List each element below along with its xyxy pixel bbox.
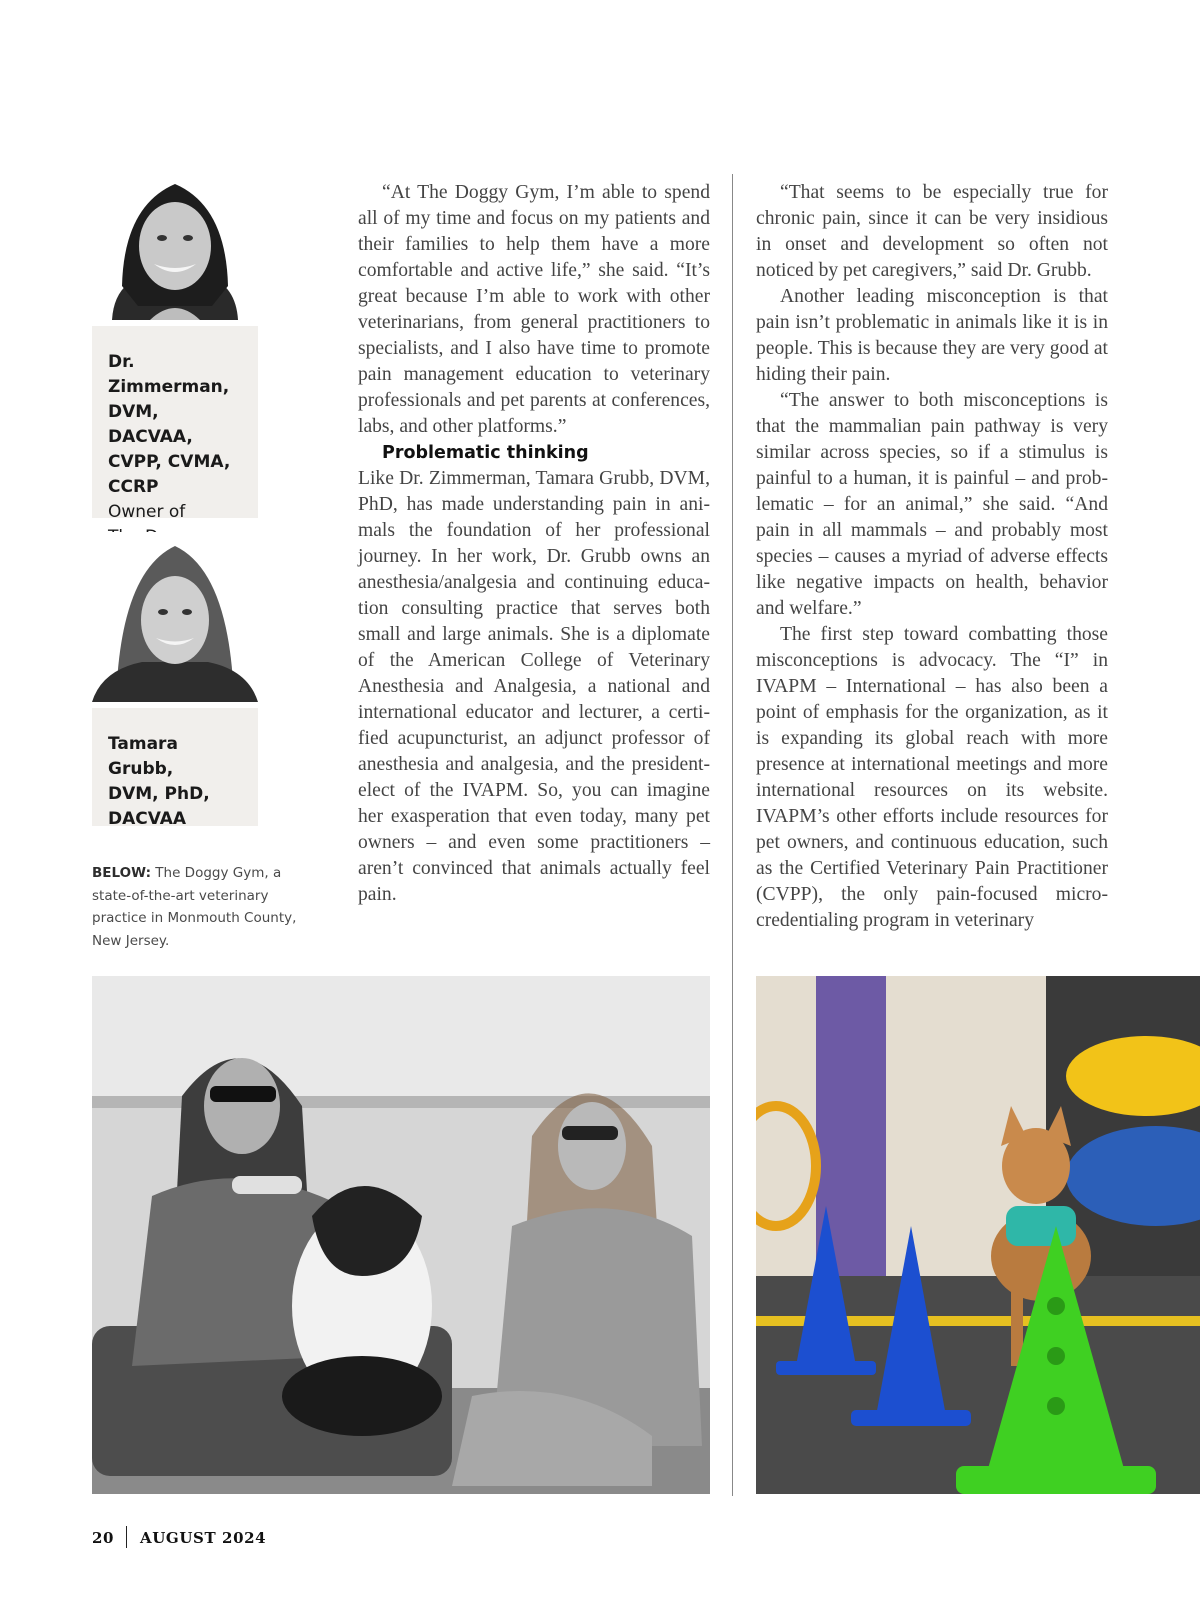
portrait-photo [92,532,258,702]
person2-creds-line1: DVM, PhD, [108,784,210,804]
paragraph: Like Dr. Zimmerman, Tamara Grubb, DVM, PhD, has made understanding pain in animals the foundation of her professional journey. In her work, Dr. Grubb owns an anesthesia/analgesia and continuing education consulting practice that serves both small and large animals. She is a diplomate of the American College of Veterinary Anesthesia and Analgesia, a national and international educator and lecturer, a certified acupuncturist, an adjunct professor of anesthesia and analgesia, and the president-elect of the IVAPM. So, you can imagine her exasperation that even today, many pet owners – and even some practitioners – aren’t convinced that animals actually feel pain. [358,468,710,905]
article-column-1 [358,180,710,908]
photo-agility-dog [756,976,1200,1494]
person2-name: Tamara Grubb, [108,734,178,779]
person1-creds-line2: CVPP, CVMA, [108,452,231,472]
page-number: 20 [92,1529,115,1547]
portrait-photo [92,176,258,320]
paragraph: “At The Doggy Gym, I’m able to spend all of my time and focus on my patients and their families to help them have a more comfortable and active life,” she said. “It’s great because I’m able to work with other veterinarians, from general practitioners to specialists, and I also have time to promote pain management education to veterinary professionals and pet parents at conferences, labs, and other platforms.” [358,182,710,437]
portrait-tamara-grubb [92,532,258,702]
person1-role-line1: Owner of [108,502,186,522]
photo-laser-therapy [92,976,710,1494]
caption-text: The Doggy Gym, a state-of-the-art veterinary practice in Monmouth County, New Jersey. [92,865,297,949]
person1-name: Dr. Zimmerman, [108,352,230,397]
person1-creds-line1: DVM, DACVAA, [108,402,193,447]
paragraph: “The answer to both misconceptions is that the mammalian pain pathway is very similar across species, so if a stimulus is painful to a human, it is painful – and problematic – for an animal,” she said. “And pain in all mammals – and probably most species – causes a myriad of adverse effects like negative impacts on health, behavior and welfare.” [756,390,1108,619]
caption-label: BELOW: [92,865,151,881]
article-column-2 [756,180,1108,934]
subheading: Problematic thinking [382,443,589,463]
laser-therapy-image [92,976,710,1494]
paragraph: Another leading misconception is that pain isn’t problematic in animals like it is in people. This is because they are very good at hiding their pain. [756,286,1108,385]
caption-tamara-grubb [92,708,258,829]
issue-date: AUGUST 2024 [140,1529,267,1547]
column-divider [732,174,733,1496]
person2-creds-line2: DACVAA [108,809,187,829]
paragraph: The first step toward combatting those misconceptions is advocacy. The “I” in IVAPM – International – has also been a point of emphasis for the organization, as it is expanding its global reach with more presence at international meetings and more international resources on its website. IVAPM’s other efforts include resources for pet owners, and continuous education, such as the Certified Veterinary Pain Practitioner (CVPP), the only pain-focused micro-credentialing program in veterinary [756,624,1108,931]
paragraph: “That seems to be especially true for chronic pain, since it can be very insidious in onset and development so often not noticed by pet caregivers,” said Dr. Grubb. [756,182,1108,281]
caption-dr-zimmerman [92,326,258,522]
photo-caption [92,862,322,952]
person1-creds-line3: CCRP [108,477,159,497]
agility-dog-image [756,976,1200,1494]
footer-divider [126,1526,127,1548]
portrait-dr-zimmerman [92,176,258,320]
